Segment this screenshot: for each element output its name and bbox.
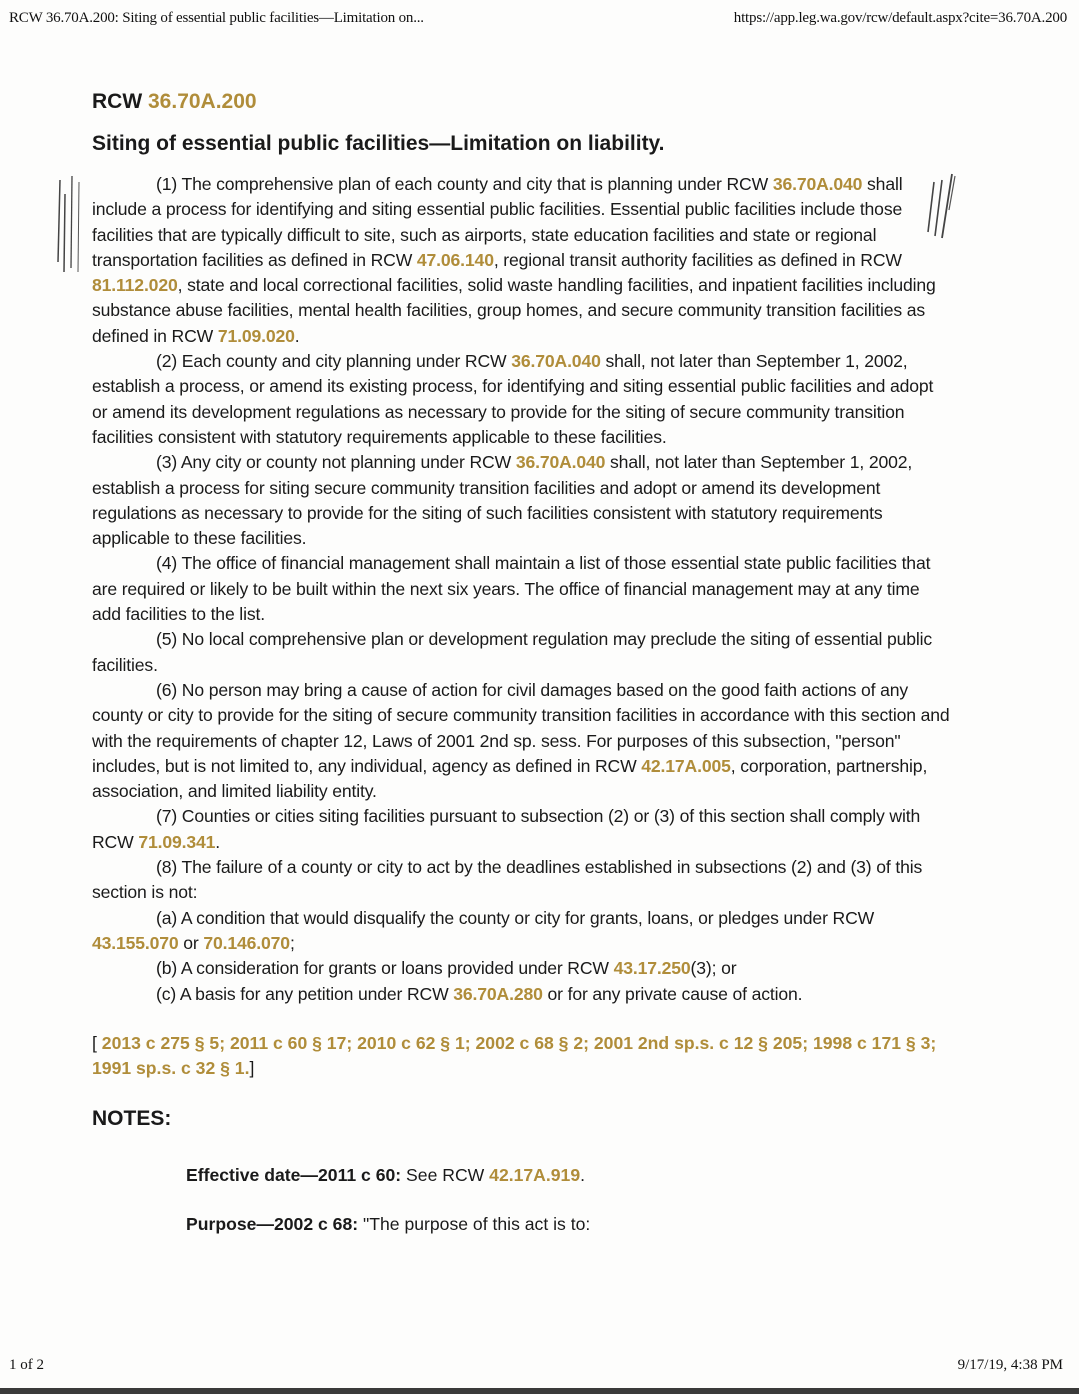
section-caption: Siting of essential public facilities—Limitation on liability. [92, 132, 665, 155]
subsection-8a [92, 906, 952, 957]
session-law-history [92, 1031, 952, 1081]
text: (c) A basis for any petition under RCW [156, 983, 454, 1004]
rcw-link[interactable]: 36.70A.040 [515, 452, 606, 473]
history-separator: ; [464, 1032, 476, 1053]
rcw-link[interactable]: 36.70A.040 [772, 174, 863, 194]
history-separator: ; [219, 1032, 230, 1053]
text: (7) Counties or cities siting facilities pursuant to subsection (2) or (3) of this section shall comply with RCW [92, 806, 921, 852]
section-body [92, 172, 952, 1007]
text: , corporation, partnership, association, and limited liability entity. [92, 755, 928, 802]
text: (2) Each county and city planning under RCW [156, 351, 512, 372]
subsection-8b [92, 956, 952, 981]
text: or for any private cause of action. [542, 983, 803, 1004]
subsection-4: (4) The office of financial management shall maintain a list of those essential state public facilities that are required or likely to be built within the next six years. The office of financial management may at any time add facilities to the list. [92, 553, 931, 625]
rcw-heading [92, 90, 952, 118]
text: (3) Any city or county not planning under RCW [156, 452, 516, 473]
scan-edge-bar [0, 1388, 1079, 1394]
history-link[interactable]: 2010 c 62 § 1 [357, 1032, 465, 1053]
text: shall, not later than September 1, 2002, establish a process for siting secure community transition facilities and adopt or amend its development regulations as necessary to provide for the siting of such facilities consistent with statutory requirements applicable to these facilities. [92, 452, 913, 549]
history-link[interactable]: 2011 c 60 § 17 [229, 1032, 347, 1053]
history-separator: ; [802, 1032, 813, 1053]
history-link[interactable]: 2013 c 275 § 5 [101, 1032, 220, 1053]
rcw-link[interactable]: 47.06.140 [416, 249, 494, 270]
text: (a) A condition that would disqualify the county or city for grants, loans, or pledges under RCW [156, 907, 875, 928]
rcw-link[interactable]: 81.112.020 [92, 275, 178, 296]
text: ; [289, 932, 295, 953]
rcw-link[interactable]: 36.70A.280 [453, 983, 543, 1004]
print-header-url: https://app.leg.wa.gov/rcw/default.aspx?cite=36.70A.200 [733, 10, 1067, 26]
text: , state and local correctional facilities, solid waste handling facilities, and inpatient facilities including substance abuse facilities, mental health facilities, group homes, and secure community transition facilities as defined in RCW [92, 275, 936, 346]
subsection-8: (8) The failure of a county or city to act by the deadlines established in subsections (2) and (3) of this section is not: [92, 857, 923, 903]
history-link[interactable]: 1991 sp.s. c 32 § 1 [92, 1057, 245, 1078]
subsection-8c [92, 982, 952, 1007]
history-separator: ; [930, 1032, 937, 1053]
rcw-link[interactable]: 70.146.070 [203, 932, 290, 953]
text: (b) A consideration for grants or loans provided under RCW [156, 958, 614, 979]
history-open-bracket: [ [92, 1032, 102, 1053]
print-footer-page-count: 1 of 2 [9, 1357, 44, 1373]
print-footer-datetime: 9/17/19, 4:38 PM [957, 1357, 1063, 1373]
rcw-link[interactable]: 42.17A.919 [489, 1164, 581, 1185]
text: . [215, 831, 220, 852]
history-close-bracket: ] [249, 1057, 255, 1078]
history-separator: ; [346, 1032, 358, 1053]
note-purpose [186, 1212, 952, 1237]
subsection-7 [92, 804, 952, 855]
text: (6) No person may bring a cause of action for civil damages based on the good faith actions of any county or city to provide for the siting of secure community transition facilities in accordance with this section and with the requirements of chapter 12, Laws of 2001 2nd sp. sess. For purposes of this subsection, "person" includes, but is not limited to, any individual, agency as defined in RCW [92, 679, 950, 776]
note-label: Purpose—2002 c 68: [186, 1213, 359, 1234]
subsection-6 [92, 678, 952, 804]
print-header-title: RCW 36.70A.200: Siting of essential public facilities—Limitation on... [9, 10, 424, 26]
rcw-prefix: RCW [92, 90, 143, 113]
history-link[interactable]: 2001 2nd sp.s. c 12 § 205 [593, 1032, 803, 1053]
rcw-document [92, 90, 952, 1237]
note-effective-date [186, 1163, 952, 1188]
note-label: Effective date—2011 c 60: [186, 1164, 402, 1185]
text: See RCW [401, 1164, 490, 1185]
history-link[interactable]: 2002 c 68 § 2 [475, 1032, 584, 1053]
text: shall, not later than September 1, 2002, establish a process, or amend its existing process, for identifying and siting essential public facilities and adopt or amend its development regulations as necessary to provide for the siting of secure community transition facilities consistent with statutory requirements applicable to these facilities. [92, 351, 934, 447]
text: or [178, 932, 204, 953]
rcw-number-link[interactable]: 36.70A.200 [148, 90, 257, 113]
text: . [580, 1164, 586, 1185]
text: shall include a process for identifying and siting essential public facilities. Essential public facilities include those facilities that are typically difficult to site, such as airports, state education facilities and state or regional transportation facilities as defined in RCW [92, 174, 903, 270]
text: , regional transit authority facilities as defined in RCW [493, 249, 902, 270]
text: (3); or [690, 958, 737, 979]
text: "The purpose of this act is to: [358, 1213, 591, 1234]
rcw-link[interactable]: 71.09.020 [217, 325, 295, 346]
subsection-2 [92, 349, 952, 450]
rcw-link[interactable]: 42.17A.005 [641, 755, 731, 776]
notes-heading: NOTES: [92, 1106, 172, 1130]
text: (1) The comprehensive plan of each county and city that is planning under RCW [156, 174, 773, 194]
history-end-dot: . [244, 1057, 250, 1078]
history-separator: ; [583, 1032, 594, 1053]
rcw-link[interactable]: 43.155.070 [92, 932, 179, 953]
subsection-3 [92, 450, 952, 551]
rcw-link[interactable]: 36.70A.040 [511, 351, 601, 372]
subsection-5: (5) No local comprehensive plan or development regulation may preclude the siting of essential public facilities. [92, 629, 933, 675]
handwritten-margin-marks-left [48, 172, 84, 276]
rcw-link[interactable]: 71.09.341 [138, 831, 216, 852]
rcw-link[interactable]: 43.17.250 [613, 958, 691, 979]
subsection-1 [92, 172, 952, 349]
text: . [294, 325, 300, 346]
history-link[interactable]: 1998 c 171 § 3 [812, 1032, 931, 1053]
